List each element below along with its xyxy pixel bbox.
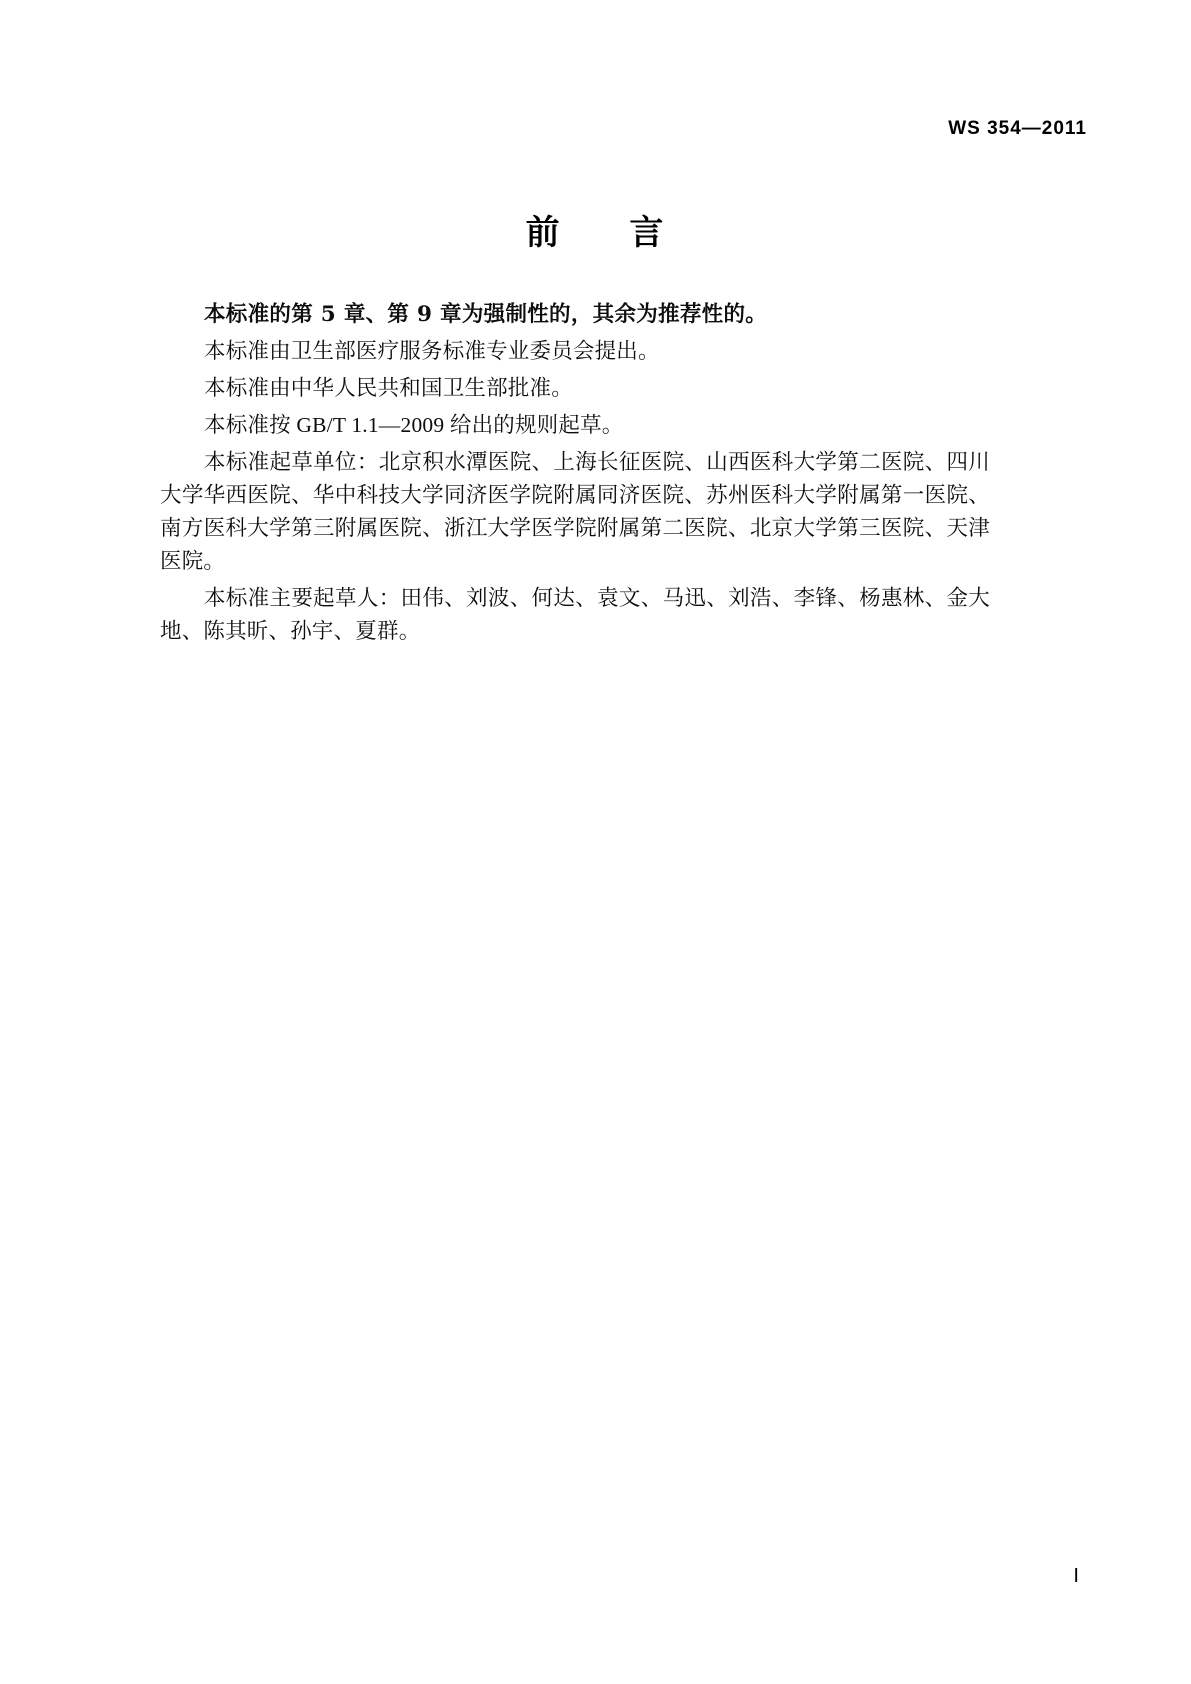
- page-title-left: 前: [525, 213, 562, 253]
- foreword-paragraph-drafting-rule: 本标准按 GB/T 1.1—2009 给出的规则起草。: [204, 413, 624, 437]
- foreword-paragraph-drafting-units: 本标准起草单位：北京积水潭医院、上海长征医院、山西医科大学第二医院、四川大学华西医院、华中科技大学同济医学院附属同济医院、苏州医科大学附属第一医院、南方医科大学第三附属医院、浙江大学医学院附属第二医院、北京大学第三医院、天津医院。: [160, 450, 990, 573]
- page-title-right: 言: [629, 213, 666, 253]
- foreword-paragraph-approved-by: 本标准由中华人民共和国卫生部批准。: [204, 376, 573, 400]
- standard-code-header: WS 354—2011: [948, 118, 1087, 139]
- foreword-paragraph-mandatory-clause: 本标准的第 5 章、第 9 章为强制性的，其余为推荐性的。: [204, 302, 768, 327]
- page-number: Ⅰ: [1073, 1566, 1079, 1587]
- foreword-paragraph-main-drafters: 本标准主要起草人：田伟、刘波、何达、袁文、马迅、刘浩、李锋、杨惠林、金大地、陈其昕、孙宇、夏群。: [160, 586, 990, 643]
- page-title: [0, 205, 1191, 254]
- foreword-paragraph-proposed-by: 本标准由卫生部医疗服务标准专业委员会提出。: [204, 339, 660, 363]
- foreword-body: [160, 298, 990, 652]
